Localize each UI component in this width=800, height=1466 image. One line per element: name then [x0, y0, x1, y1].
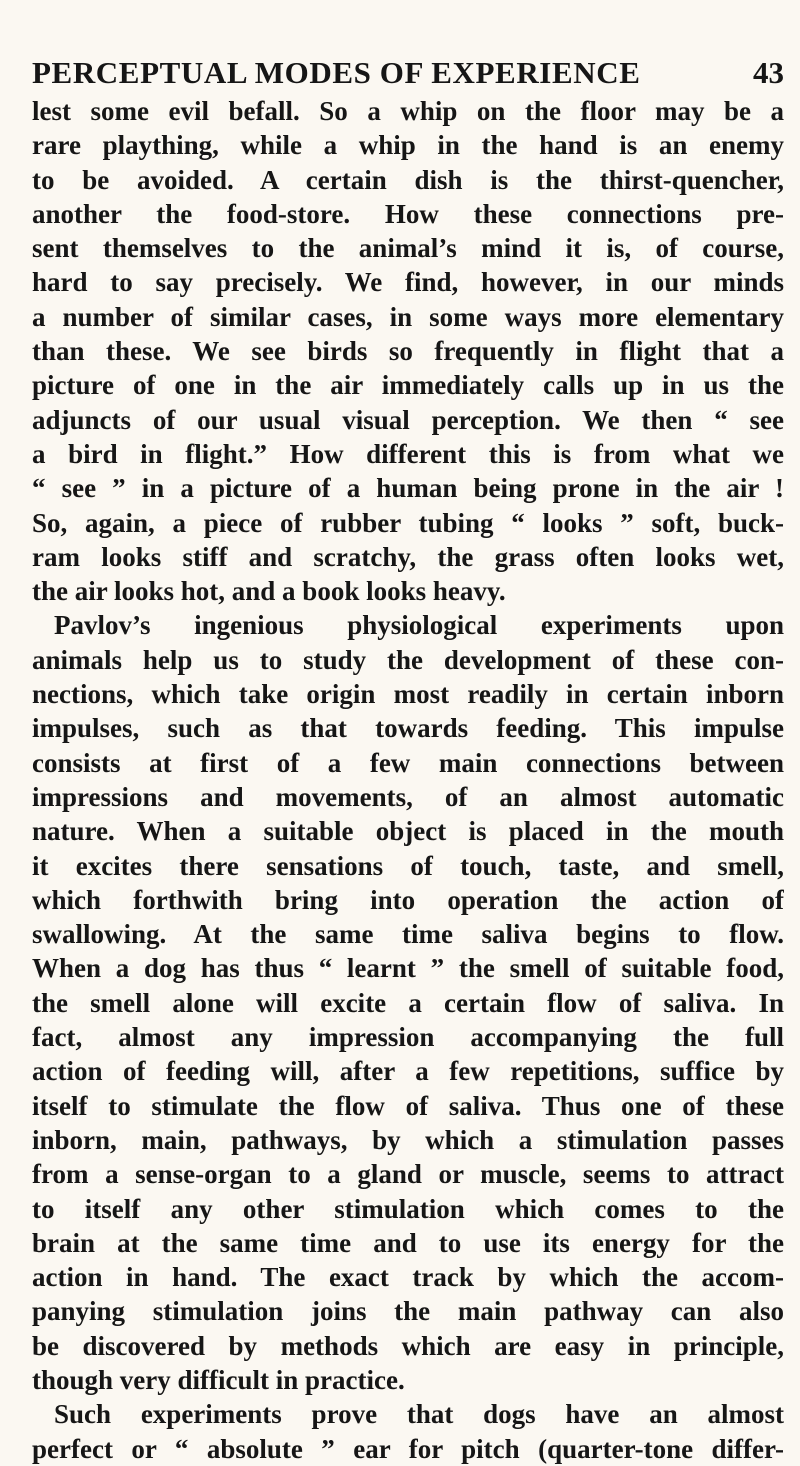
text-line: consists at first of a few main connections between	[32, 747, 784, 778]
text-line: inborn, main, pathways, by which a stimulation passes	[32, 1124, 784, 1155]
text-line: the smell alone will excite a certain flow of saliva. In	[32, 987, 784, 1018]
text-line: brain at the same time and to use its energy for the	[32, 1227, 784, 1258]
text-line: impressions and movements, of an almost automatic	[32, 781, 784, 812]
text-line: sent themselves to the animal’s mind it is, of course,	[32, 233, 784, 264]
book-page	[32, 0, 784, 1464]
text-line: though very difficult in practice.	[32, 1364, 405, 1395]
text-line: another the food-store. How these connections pre-	[32, 198, 784, 229]
running-title: PERCEPTUAL MODES OF EXPERIENCE	[32, 55, 641, 90]
text-line: adjuncts of our usual visual perception. We then “ see	[32, 404, 784, 435]
text-line: to be avoided. A certain dish is the thirst-quencher,	[32, 164, 784, 195]
text-line: action in hand. The exact track by which the accom-	[32, 1262, 784, 1293]
text-line: swallowing. At the same time saliva begins to flow.	[32, 919, 784, 950]
text-line: itself to stimulate the flow of saliva. Thus one of these	[32, 1090, 784, 1121]
body-text	[32, 94, 784, 1466]
text-line: nature. When a suitable object is placed in the mouth	[32, 816, 784, 847]
text-line: fact, almost any impression accompanying the full	[32, 1022, 784, 1053]
text-line: from a sense-organ to a gland or muscle, seems to attract	[32, 1159, 784, 1190]
paragraph-first-line: Such experiments prove that dogs have an almost	[54, 1399, 784, 1430]
page-number: 43	[753, 55, 784, 90]
text-line: “ see ” in a picture of a human being prone in the air !	[32, 473, 784, 504]
text-line: animals help us to study the development of these con-	[32, 644, 784, 675]
paragraph-first-line: Pavlov’s ingenious physiological experiments upon	[54, 610, 784, 641]
text-line: When a dog has thus “ learnt ” the smell of suitable food,	[32, 953, 784, 984]
text-line: nections, which take origin most readily in certain inborn	[32, 679, 784, 710]
text-line: a number of similar cases, in some ways more elementary	[32, 301, 784, 332]
text-line: perfect or “ absolute ” ear for pitch (quarter-tone differ-	[32, 1433, 784, 1464]
text-line: to itself any other stimulation which comes to the	[32, 1193, 784, 1224]
text-line: than these. We see birds so frequently in flight that a	[32, 336, 784, 367]
text-line: the air looks hot, and a book looks heavy.	[32, 576, 506, 607]
text-line: So, again, a piece of rubber tubing “ looks ” soft, buck-	[32, 507, 784, 538]
running-head	[32, 52, 784, 94]
text-line: hard to say precisely. We find, however, in our minds	[32, 267, 784, 298]
text-line: it excites there sensations of touch, taste, and smell,	[32, 850, 784, 881]
text-line: a bird in flight.” How different this is from what we	[32, 438, 784, 469]
text-line: action of feeding will, after a few repetitions, suffice by	[32, 1056, 784, 1087]
text-line: impulses, such as that towards feeding. This impulse	[32, 713, 784, 744]
text-line: rare plaything, while a whip in the hand is an enemy	[32, 130, 784, 161]
text-line: ram looks stiff and scratchy, the grass often looks wet,	[32, 541, 784, 572]
text-line: be discovered by methods which are easy in principle,	[32, 1330, 784, 1361]
text-line: panying stimulation joins the main pathway can also	[32, 1296, 784, 1327]
text-line: lest some evil befall. So a whip on the floor may be a	[32, 96, 784, 126]
text-line: which forthwith bring into operation the action of	[32, 884, 784, 915]
text-line: picture of one in the air immediately calls up in us the	[32, 370, 784, 401]
